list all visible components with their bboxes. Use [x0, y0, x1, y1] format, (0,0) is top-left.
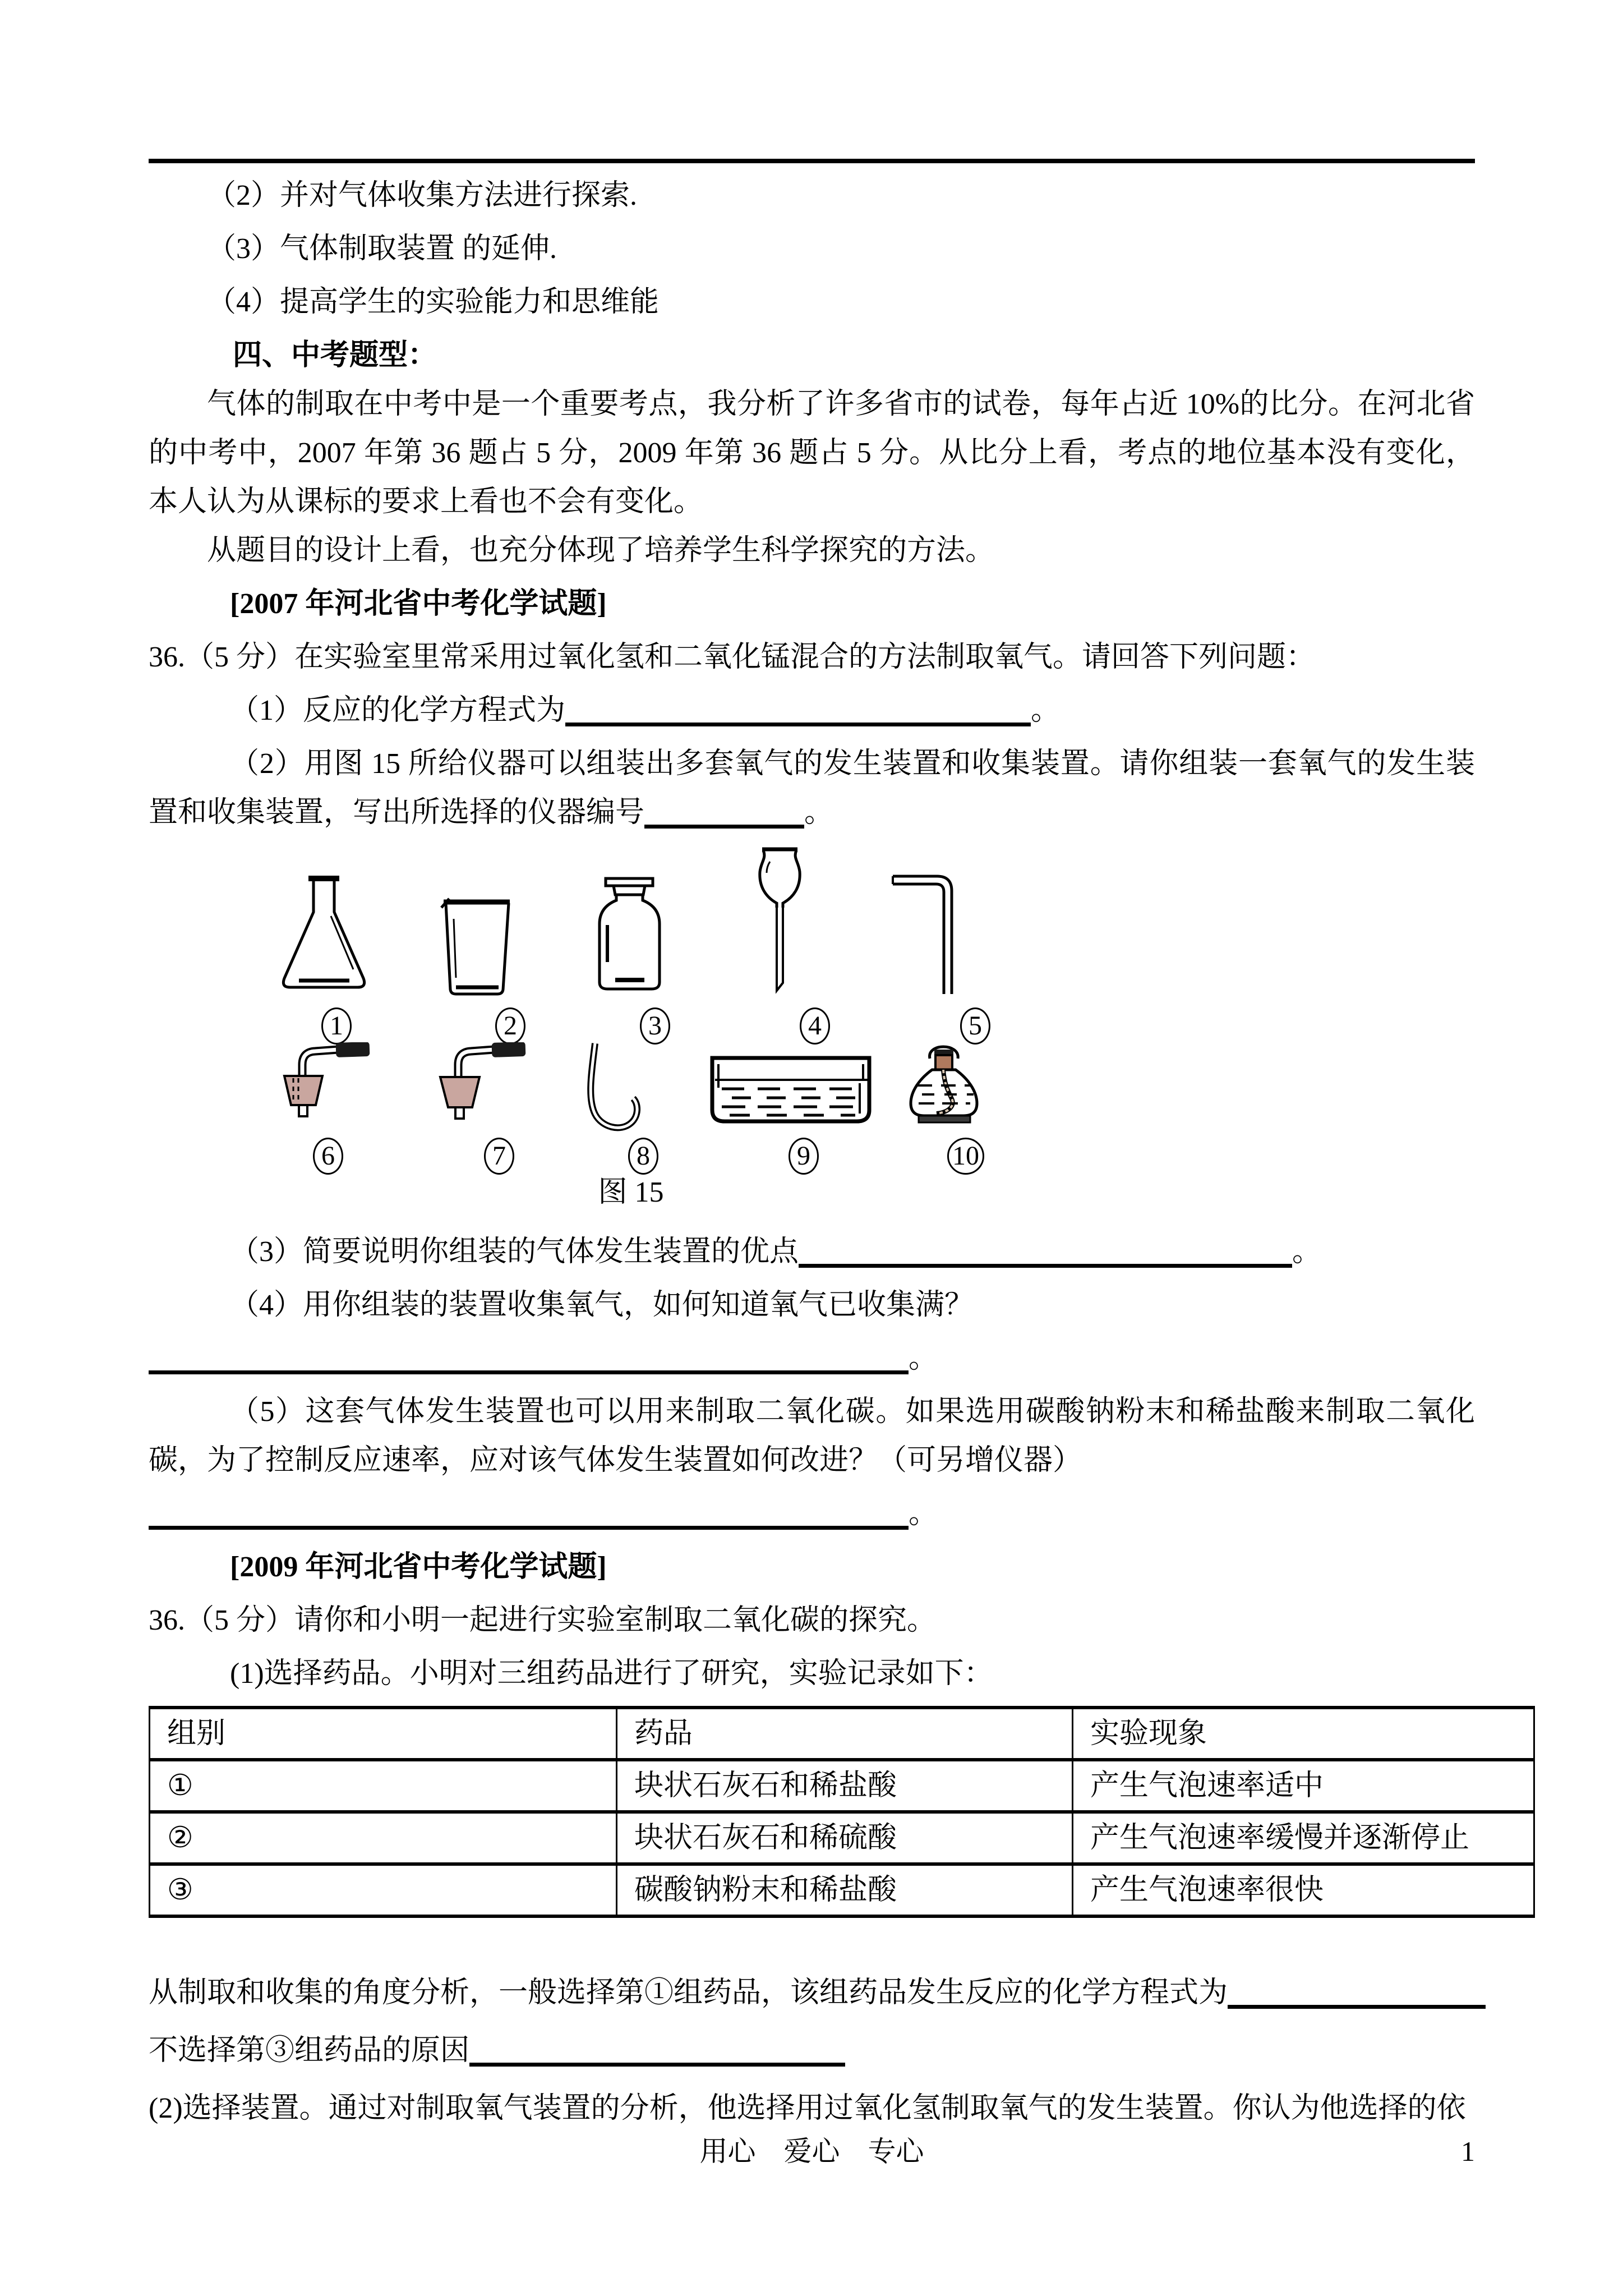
analysis-line — [149, 1968, 1475, 2017]
exam2007-q36-intro: 36.（5 分）在实验室里常采用过氧化氢和二氧化锰混合的方法制取氧气。请回答下列问题： — [149, 641, 1316, 673]
table-row — [150, 1864, 1534, 1916]
analysis-label: 从制取和收集的角度分析，一般选择第①组药品，该组药品发生反应的化学方程式为 — [149, 1977, 1228, 2009]
fig-label-5: 5 — [960, 1007, 990, 1045]
col-header-phenomenon: 实验现象 — [1073, 1708, 1534, 1760]
cell-reagent: 碳酸钠粉末和稀盐酸 — [617, 1864, 1073, 1916]
fig-label-6: 6 — [313, 1138, 343, 1175]
fig-label-1: 1 — [321, 1007, 352, 1045]
fig-label-10: 10 — [947, 1138, 984, 1175]
figure-caption: 图 15 — [598, 1176, 664, 1208]
cell-group: ① — [150, 1760, 617, 1812]
exam2009-q1: (1)选择药品。小明对三组药品进行了研究，实验记录如下： — [230, 1658, 993, 1690]
col-header-reagent: 药品 — [617, 1708, 1073, 1760]
q1-label: （1）反应的化学方程式为 — [230, 694, 566, 726]
fig-label-4: 4 — [800, 1007, 830, 1045]
col-header-group: 组别 — [150, 1708, 617, 1760]
reason-label: 不选择第③组药品的原因 — [149, 2035, 470, 2067]
exam2009-q36-intro: 36.（5 分）请你和小明一起进行实验室制取二氧化碳的探究。 — [149, 1604, 937, 1636]
erlenmeyer-flask-icon — [278, 874, 370, 997]
answer-blank — [799, 1236, 1292, 1268]
exam2007-q4: （4）用你组装的装置收集氧气，如何知道氧气已收集满？ — [230, 1289, 974, 1321]
answer-blank — [1228, 1977, 1486, 2009]
exam2007-q3 — [149, 1227, 1475, 1276]
water-trough-icon — [709, 1055, 872, 1125]
intro-paragraph-1: 气体的制取在中考中是一个重要考点，我分析了许多省市的试卷，每年占近 10%的比分。在河北省的中考中，2007 年第 36 题占 5 分，2009 年第 36 题占 5 分。从比分上看，考点的地位基本没有变化，本人认为从课标的要求上看也不会有变化。 — [149, 388, 1475, 518]
hook-tube-icon — [583, 1041, 661, 1135]
alcohol-lamp-icon — [905, 1038, 984, 1128]
cell-reagent: 块状石灰石和稀盐酸 — [617, 1760, 1073, 1812]
bent-tube-icon — [892, 873, 955, 996]
fig-label-8: 8 — [628, 1138, 658, 1175]
figure-15 — [149, 846, 1475, 1216]
answer-blank — [149, 1498, 909, 1530]
reason-line — [149, 2026, 1475, 2075]
table-header-row — [150, 1708, 1534, 1760]
table-row — [150, 1760, 1534, 1812]
answer-blank — [565, 694, 1031, 726]
answer-blank — [644, 797, 804, 829]
answer-blank — [149, 1342, 909, 1374]
fig-label-2: 2 — [495, 1007, 525, 1045]
period: 。 — [909, 1342, 938, 1374]
section-heading: 四、中考题型： — [233, 339, 437, 371]
fig-label-3: 3 — [640, 1007, 670, 1045]
answer-line — [149, 1489, 1475, 1538]
fig-label-7: 7 — [484, 1138, 514, 1175]
period: 。 — [1292, 1236, 1322, 1268]
q2-text: （2）用图 15 所给仪器可以组装出多套氧气的发生装置和收集装置。请你组装一套氧气的发生装置和收集装置，写出所选择的仪器编号 — [149, 748, 1475, 829]
top-rule — [149, 159, 1475, 163]
experiment-table — [149, 1706, 1535, 1918]
footer-motto: 用心 爱心 专心 — [699, 2136, 924, 2167]
exam2007-q5: （5）这套气体发生装置也可以用来制取二氧化碳。如果选用碳酸钠粉末和稀盐酸来制取二氧化碳，为了控制反应速率，应对该气体发生装置如何改进？（可另增仪器） — [149, 1396, 1475, 1476]
exam2009-heading: [2009 年河北省中考化学试题] — [230, 1551, 607, 1583]
page-number: 1 — [1461, 2136, 1475, 2167]
period: 。 — [909, 1498, 938, 1530]
intro-item-4: （4）提高学生的实验能力和思维能 — [207, 286, 660, 318]
period: 。 — [804, 797, 834, 829]
thistle-funnel-icon — [753, 846, 806, 996]
cell-group: ② — [150, 1812, 617, 1864]
cell-phenomenon: 产生气泡速率缓慢并逐渐停止 — [1073, 1812, 1534, 1864]
cell-reagent: 块状石灰石和稀硫酸 — [617, 1812, 1073, 1864]
exam2007-q1 — [149, 686, 1475, 735]
intro-item-3: （3）气体制取装置 的延伸. — [207, 233, 557, 265]
cell-phenomenon: 产生气泡速率适中 — [1073, 1760, 1534, 1812]
answer-blank — [469, 2035, 845, 2067]
beaker-icon — [440, 896, 513, 996]
intro-item-2: （2）并对气体收集方法进行探索. — [207, 180, 638, 211]
gas-bottle-icon — [593, 877, 666, 996]
period: 。 — [1031, 694, 1061, 726]
cell-group: ③ — [150, 1864, 617, 1916]
intro-paragraph-2: 从题目的设计上看，也充分体现了培养学生科学探究的方法。 — [207, 535, 995, 567]
answer-line — [149, 1334, 1475, 1383]
exam2007-heading: [2007 年河北省中考化学试题] — [230, 588, 607, 620]
exam2009-q2: (2)选择装置。通过对制取氧气装置的分析，他选择用过氧化氢制取氧气的发生装置。你认为他选择的依 — [149, 2092, 1466, 2124]
table-row — [150, 1812, 1534, 1864]
cell-phenomenon: 产生气泡速率很快 — [1073, 1864, 1534, 1916]
fig-label-9: 9 — [789, 1138, 819, 1175]
exam2007-q2 — [149, 739, 1475, 837]
stopper-tube-icon — [422, 1042, 526, 1128]
stopper-tube-icon — [268, 1042, 371, 1126]
page-footer — [149, 2127, 1475, 2178]
q3-label: （3）简要说明你组装的气体发生装置的优点 — [230, 1236, 799, 1268]
